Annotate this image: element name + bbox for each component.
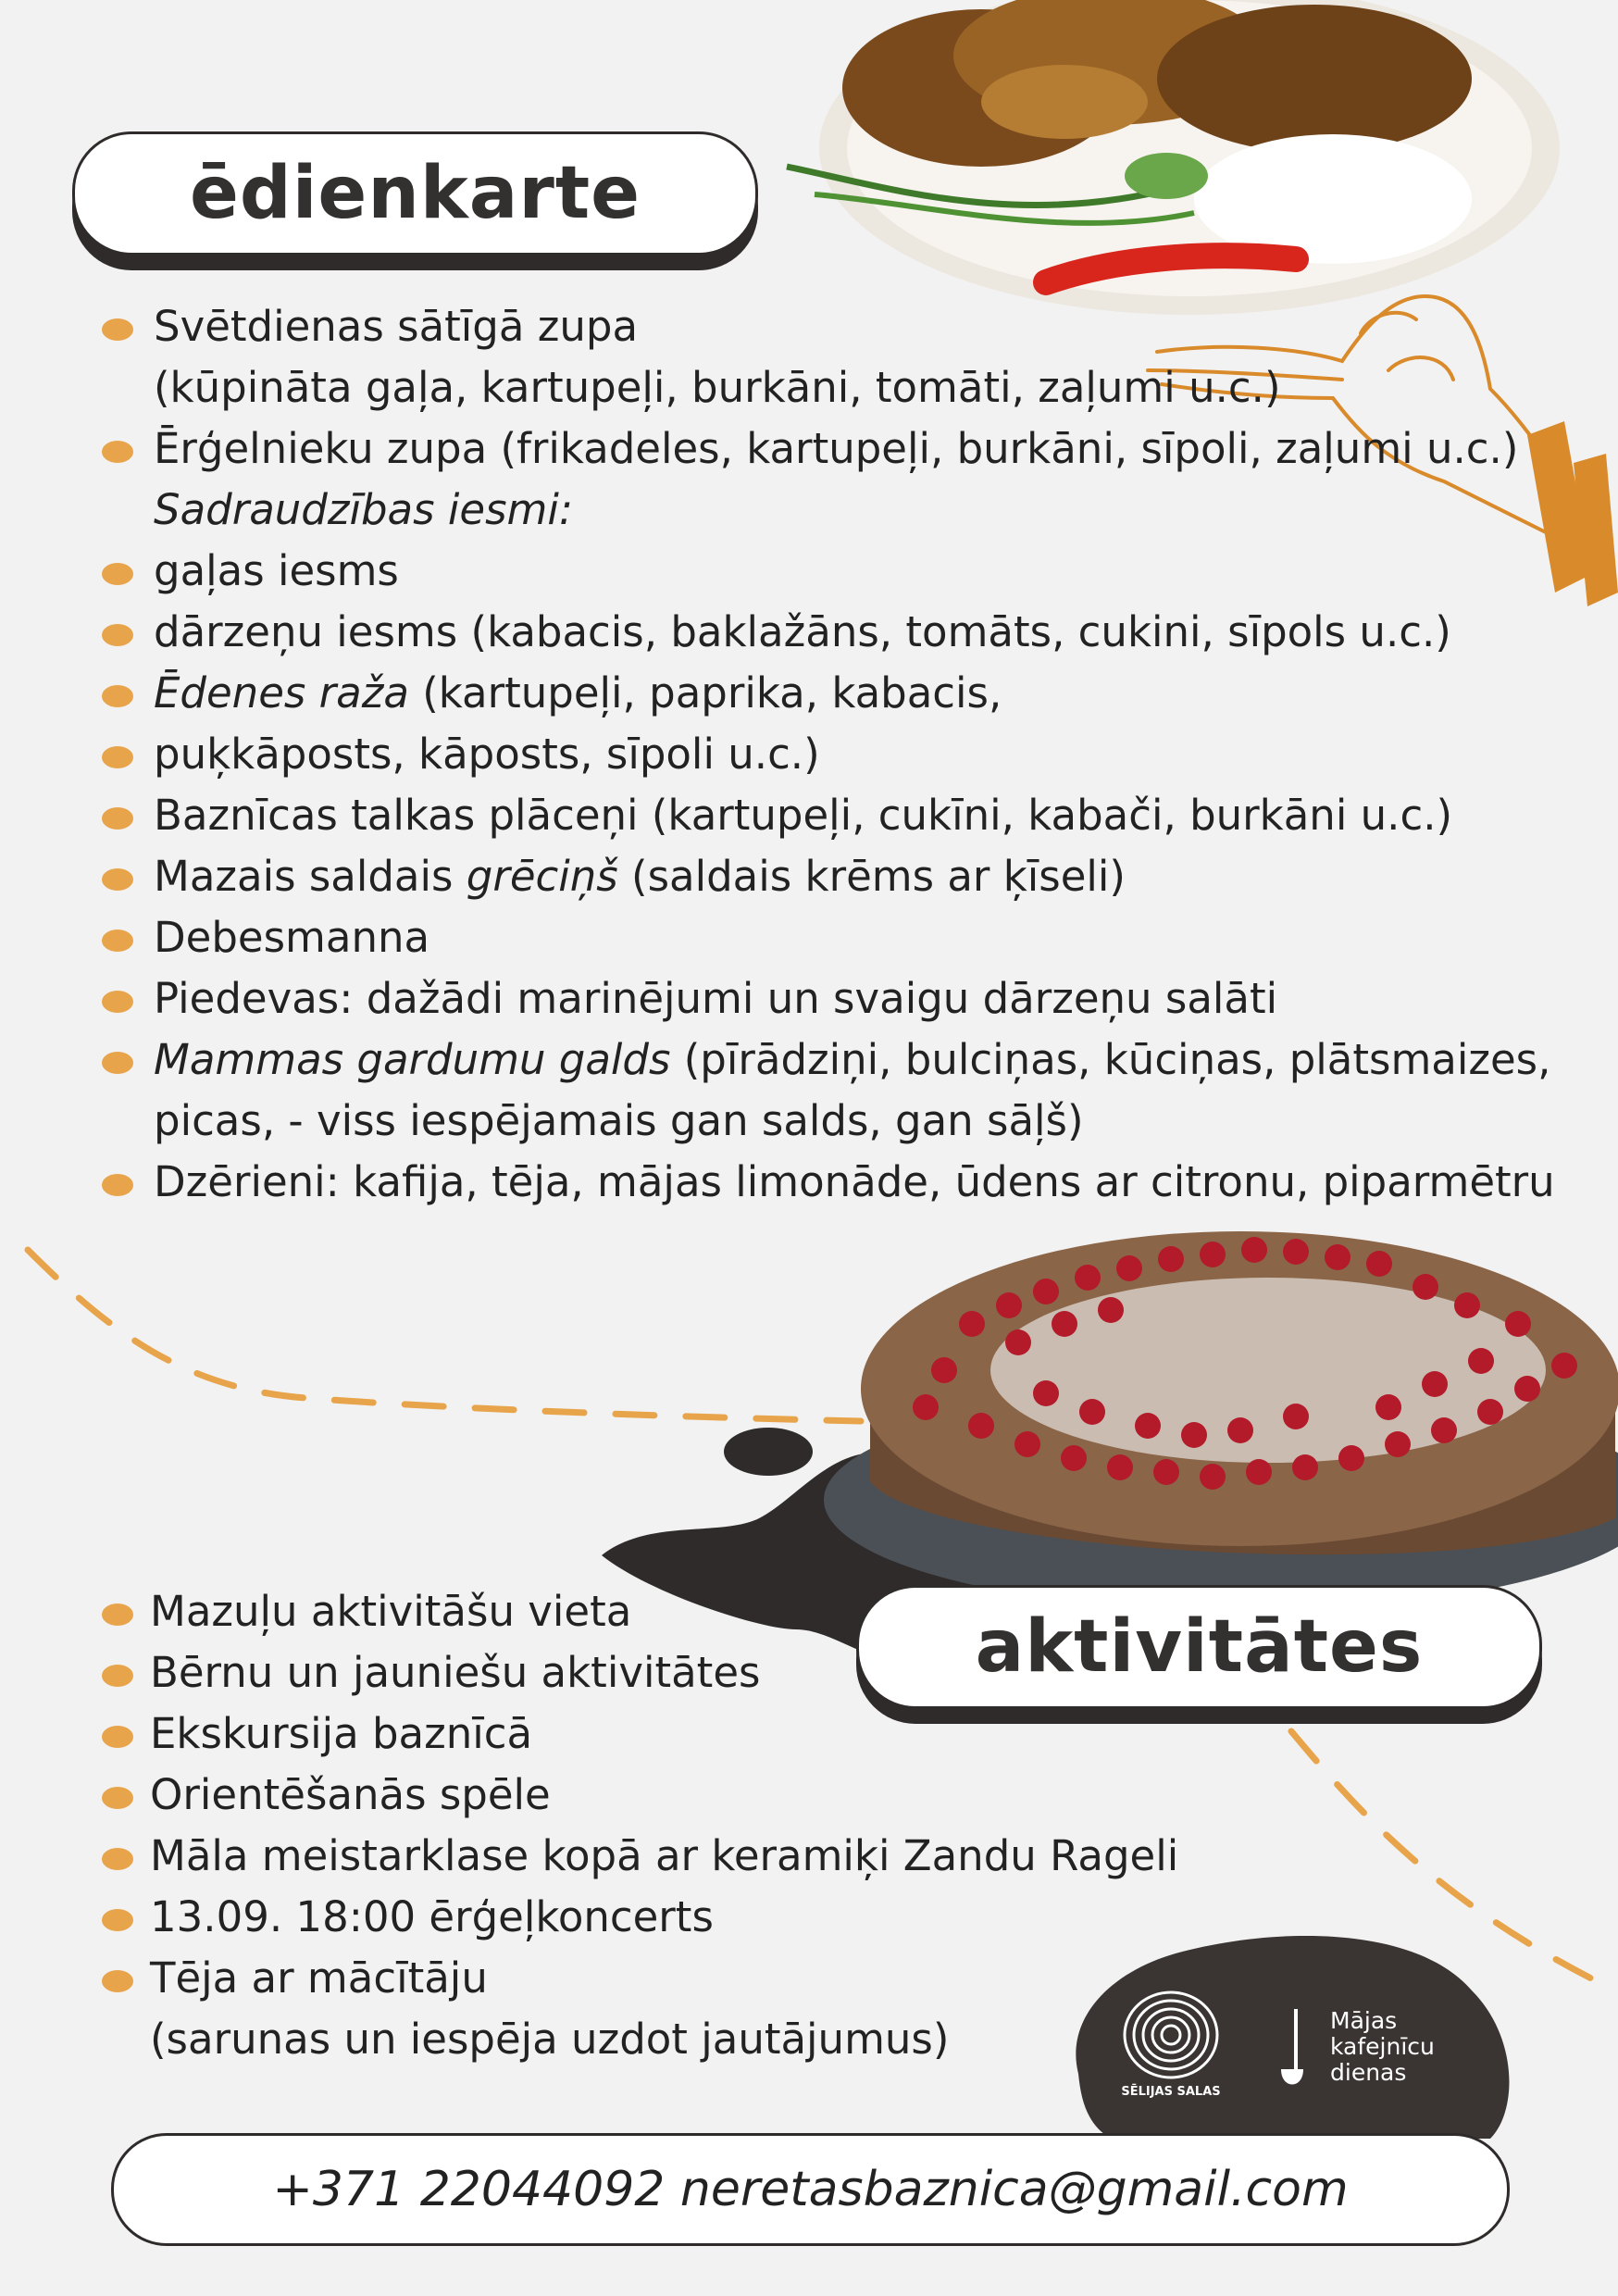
bullet-icon	[102, 1665, 133, 1687]
bullet-icon	[102, 930, 133, 952]
list-item: Tēja ar mācītāju	[150, 1948, 1178, 2009]
bullet-icon	[102, 1052, 133, 1074]
bullet-icon	[102, 1603, 133, 1626]
list-item: gaļas iesms	[154, 541, 1555, 602]
list-item: dārzeņu iesms (kabacis, baklažāns, tomāts, cukini, sīpols u.c.)	[154, 602, 1555, 663]
bullet-icon	[102, 441, 133, 463]
bullet-icon	[102, 807, 133, 830]
list-item: Ekskursija baznīcā	[150, 1703, 1178, 1765]
list-item: Piedevas: dažādi marinējumi un svaigu dārzeņu salāti	[154, 968, 1555, 1029]
list-item: Debesmanna	[154, 907, 1555, 968]
cake-image	[824, 1231, 1618, 1611]
list-item: Mammas gardumu galds (pīrādziņi, bulciņas, kūciņas, plātsmaizes,	[154, 1029, 1555, 1091]
bullet-icon	[102, 746, 133, 768]
bullet-icon	[102, 1970, 133, 1992]
list-item: picas, - viss iespējamais gan salds, gan sāļš)	[154, 1096, 1084, 1145]
list-item: Bērnu un jauniešu aktivitātes	[150, 1642, 1178, 1703]
list-item: puķkāposts, kāposts, sīpoli u.c.)	[154, 724, 1555, 785]
list-item: Sadraudzības iesmi:	[154, 485, 574, 534]
activities-title: aktivitātes	[975, 1605, 1424, 1689]
cafe-days-line1: Mājas	[1330, 2007, 1398, 2034]
list-item: Māla meistarklase kopā ar keramiķi Zandu Rageli	[150, 1826, 1178, 1887]
list-item: Baznīcas talkas plāceņi (kartupeļi, cukīni, kabači, burkāni u.c.)	[154, 785, 1555, 846]
bullet-icon	[102, 1726, 133, 1748]
bullet-icon	[102, 1174, 133, 1196]
bullet-icon	[102, 1909, 133, 1931]
fingerprint-icon	[1111, 1981, 1231, 2083]
bullet-icon	[102, 1787, 133, 1809]
list-item: Svētdienas sātīgā zupa	[154, 296, 1555, 357]
bullet-icon	[102, 685, 133, 707]
food-plate-image	[787, 0, 1560, 315]
bullet-icon	[102, 624, 133, 646]
selijas-salas-logo	[1111, 1981, 1231, 2102]
bullet-icon	[102, 563, 133, 585]
contact-pill	[111, 2133, 1510, 2246]
ladle-icon	[1277, 2004, 1305, 2097]
selijas-salas-label: SĒLIJAS SALAS	[1121, 2085, 1221, 2099]
contact-text: +371 22044092 neretasbaznica@gmail.com	[272, 2162, 1349, 2217]
list-item: Ēdenes raža (kartupeļi, paprika, kabacis,	[154, 663, 1555, 724]
menu-list	[154, 296, 1555, 1213]
bullet-icon	[102, 1848, 133, 1870]
cafe-days-line2: kafejnīcu	[1330, 2033, 1435, 2060]
list-item: Ērģelnieku zupa (frikadeles, kartupeļi, burkāni, sīpoli, zaļumi u.c.)	[154, 418, 1555, 480]
bullet-icon	[102, 868, 133, 891]
list-item: Orientēšanās spēle	[150, 1765, 1178, 1826]
list-item: Mazuļu aktivitāšu vieta	[150, 1581, 1178, 1642]
list-item: Mazais saldais grēciņš (saldais krēms ar ķīseli)	[154, 846, 1555, 907]
list-item: 13.09. 18:00 ērģeļkoncerts	[150, 1887, 1178, 1948]
menu-title: ēdienkarte	[189, 152, 641, 235]
list-item: (sarunas un iespēja uzdot jautājumus)	[150, 2015, 950, 2064]
list-item: Dzērieni: kafija, tēja, mājas limonāde, ūdens ar citronu, piparmētru	[154, 1152, 1555, 1213]
activities-list	[150, 1581, 1178, 2070]
bullet-icon	[102, 991, 133, 1013]
dashed-curve-left	[28, 1250, 861, 1421]
list-item: (kūpināta gaļa, kartupeļi, burkāni, tomāti, zaļumi u.c.)	[154, 363, 1281, 412]
cafe-days-line3: dienas	[1330, 2059, 1407, 2086]
menu-title-pill	[72, 131, 758, 256]
bullet-icon	[102, 318, 133, 341]
